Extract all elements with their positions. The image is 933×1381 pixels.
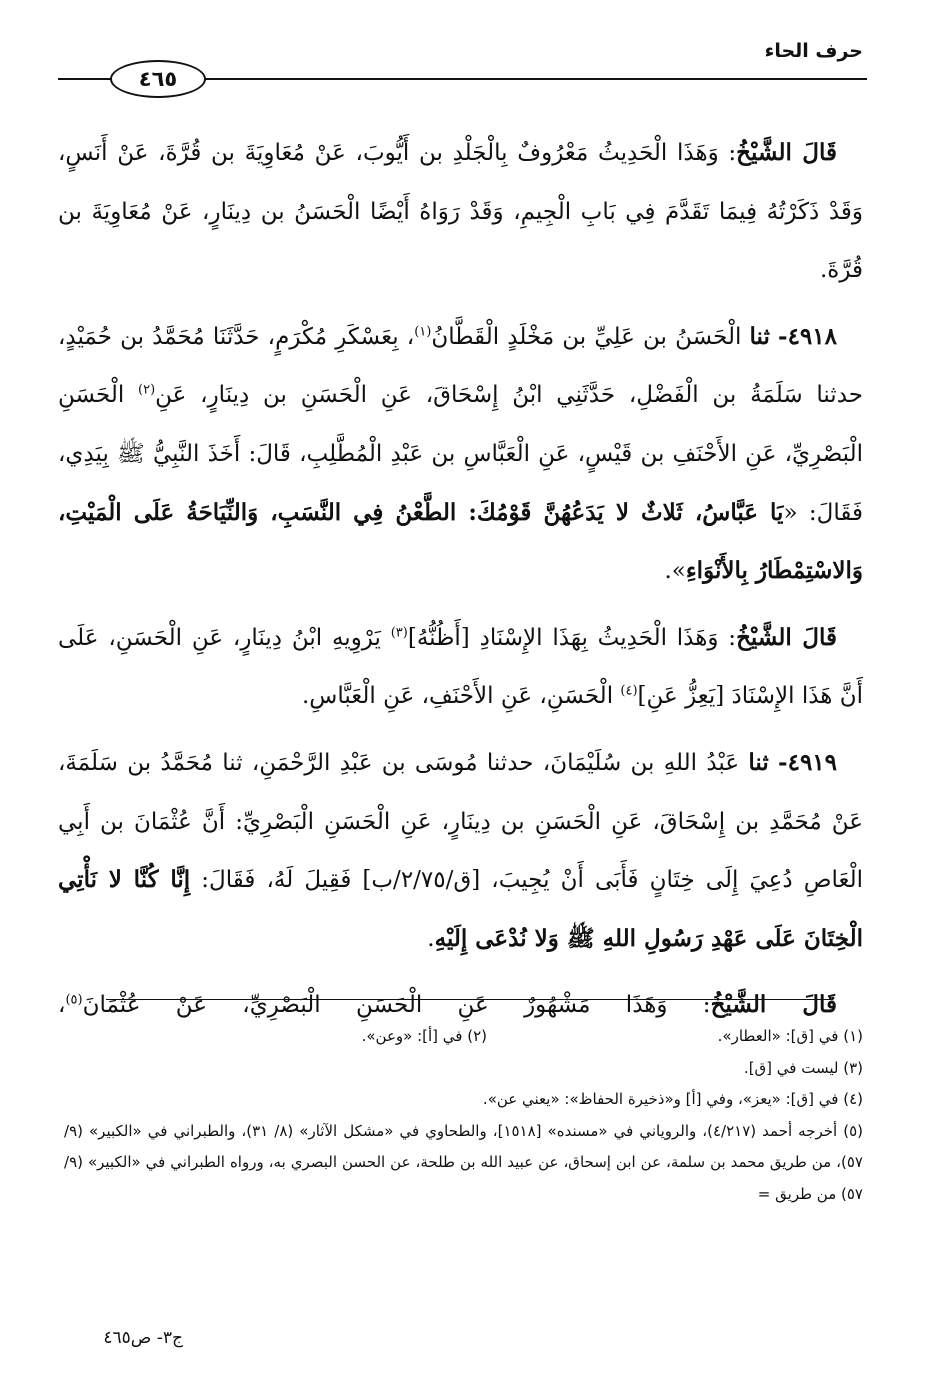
paragraph-text: : وَهَذَا مَشْهُورٌ عَنِ الْحَسَنِ الْبَصْرِيِّ، عَنْ عُثْمَانَ [82, 992, 711, 1019]
running-title: حرف الحاء [764, 40, 863, 62]
paragraph-text: : وَهَذَا الْحَدِيثُ مَعْرُوفٌ بِالْجَلْدِ بن أَيُّوبَ، عَنْ مُعَاوِيَةَ بن قُرَّةَ، عَنْ أَنَسٍ، وَقَدْ ذَكَرْتُهُ فِيمَا تَقَدَّمَ فِي بَابِ الْجِيمِ، وَقَدْ رَوَاهُ أَيْضًا الْحَسَنُ بن دِينَارٍ، عَنْ مُعَاوِيَةَ بن قُرَّةَ. [58, 140, 863, 284]
footnote-ref-2[interactable]: (٢) [138, 382, 156, 398]
hadith-number: ٤٩١٨- [778, 322, 837, 350]
footnote-ref-1[interactable]: (١) [414, 324, 432, 340]
paragraph-sheikh-1 [58, 124, 863, 300]
paragraph-text: الْحَسَنِ، عَنِ الأَحْنَفِ، عَنِ الْعَبَّاسِ. [301, 683, 621, 710]
isnad-text: ، بِعَسْكَرِ مُكْرَمٍ، حَدَّثَنَا مُحَمَّدُ بن حُمَيْدٍ، حدثنا سَلَمَةُ بن الْفَضْلِ، حَدَّثَنِي ابْنُ إِسْحَاقَ، عَنِ الْحَسَنِ بن دِينَارٍ، عَنِ [58, 323, 863, 409]
footnote-2: (٢) في [أ]: «وعن». [361, 1027, 487, 1045]
footnote-ref-4[interactable]: (٤) [620, 683, 638, 699]
footnote-ref-3[interactable]: (٣) [390, 625, 408, 641]
hadith-text: إِنَّا كُنَّا لا نَأْتِي الْخِتَانَ عَلَى عَهْدِ رَسُولِ اللهِ ﷺ وَلا نُدْعَى إِلَيْهِ [58, 866, 863, 952]
narration-marker: ثنا [748, 748, 769, 776]
paragraph-sheikh-2 [58, 609, 863, 726]
closing-punct: . [427, 925, 435, 952]
paragraph-text: : وَهَذَا الْحَدِيثُ بِهَذَا الإِسْنَادِ [أَظُنُّهُ] [407, 624, 737, 651]
paragraph-text: ، [58, 992, 66, 1019]
footnotes [64, 1021, 863, 1210]
sheikh-label: قَالَ الشَّيْخُ [736, 623, 837, 651]
sheikh-label: قَالَ الشَّيْخُ [710, 991, 837, 1019]
isnad-text: الْحَسَنِ الْبَصْرِيِّ، عَنِ الأَحْنَفِ بن قَيْسٍ، عَنِ الْعَبَّاسِ بن عَبْدِ الْمُطَّلِبِ، قَالَ: أَخَذَ النَّبِيُّ ﷺ بِيَدِي، فَقَالَ: « [58, 382, 863, 526]
page-number: ٤٦٥ [110, 60, 206, 98]
footnote-1: (١) في [ق]: «العطار». [717, 1027, 863, 1045]
paragraph-text: يَرْوِيهِ ابْنُ دِينَارٍ، عَنِ الْحَسَنِ، عَلَى أَنَّ هَذَا الإِسْنَادَ [يَعِزُّ عَنِ] [58, 624, 863, 710]
hadith-4919 [58, 734, 863, 968]
hadith-4918 [58, 308, 863, 601]
footnote-5: (٥) أخرجه أحمد (٤/٢١٧)، والروياني في «مسنده» [١٥١٨]، والطحاوي في «مشكل الآثار» (٨/ ٣١)، والطبراني في «الكبير» (٩/ ٥٧)، من طريق محمد بن سلمة، عن ابن إسحاق، عن عبيد الله بن طلحة، عن الحسن البصري به، ورواه الطبراني في «الكبير» (٩/ ٥٧) من طريق = [64, 1121, 864, 1203]
volume-page-signature: ج٣- ص٤٦٥ [103, 1328, 183, 1348]
closing-quote: ». [664, 558, 686, 585]
footnote-rule [106, 999, 833, 1000]
main-text [58, 124, 863, 1035]
hadith-number: ٤٩١٩- [778, 748, 838, 776]
footnote-4: (٤) في [ق]: «يعز»، وفي [أ] و«ذخيرة الحفاظ»: «يعني عن». [482, 1090, 863, 1108]
narration-marker: ثنا [749, 322, 770, 350]
sheikh-label: قَالَ الشَّيْخُ [736, 139, 837, 166]
footnote-3: (٣) ليست في [ق]. [743, 1058, 863, 1077]
footnote-row [64, 1021, 863, 1053]
isnad-text: عَبْدُ اللهِ بن سُلَيْمَانَ، حدثنا مُوسَى بن عَبْدِ الرَّحْمَنِ، ثنا مُحَمَّدُ بن سَلَمَةَ، عَنْ مُحَمَّدِ بن إِسْحَاقَ، عَنِ الْحَسَنِ بن دِينَارٍ، عَنِ الْحَسَنِ الْبَصْرِيِّ: أَنَّ عُثْمَانَ بن أَبِي الْعَاصِ دُعِيَ إِلَى خِتَانٍ فَأَبَى أَنْ يُجِيبَ، [ق/٢/٧٥/ب] فَقِيلَ لَهُ، فَقَالَ: [58, 749, 863, 894]
isnad-text: الْحَسَنُ بن عَلِيِّ بن مَخْلَدٍ الْقَطَّانُ [431, 323, 742, 350]
hadith-text: يَا عَبَّاسُ، ثَلاثٌ لا يَدَعُهُنَّ قَوْمُكَ: الطَّعْنُ فِي النَّسَبِ، وَالنِّيَاحَةُ عَلَى الْمَيْتِ، وَالاسْتِمْطَارُ بِالأَنْوَاءِ [58, 498, 863, 585]
footnote-ref-5[interactable]: (٥) [65, 992, 83, 1008]
